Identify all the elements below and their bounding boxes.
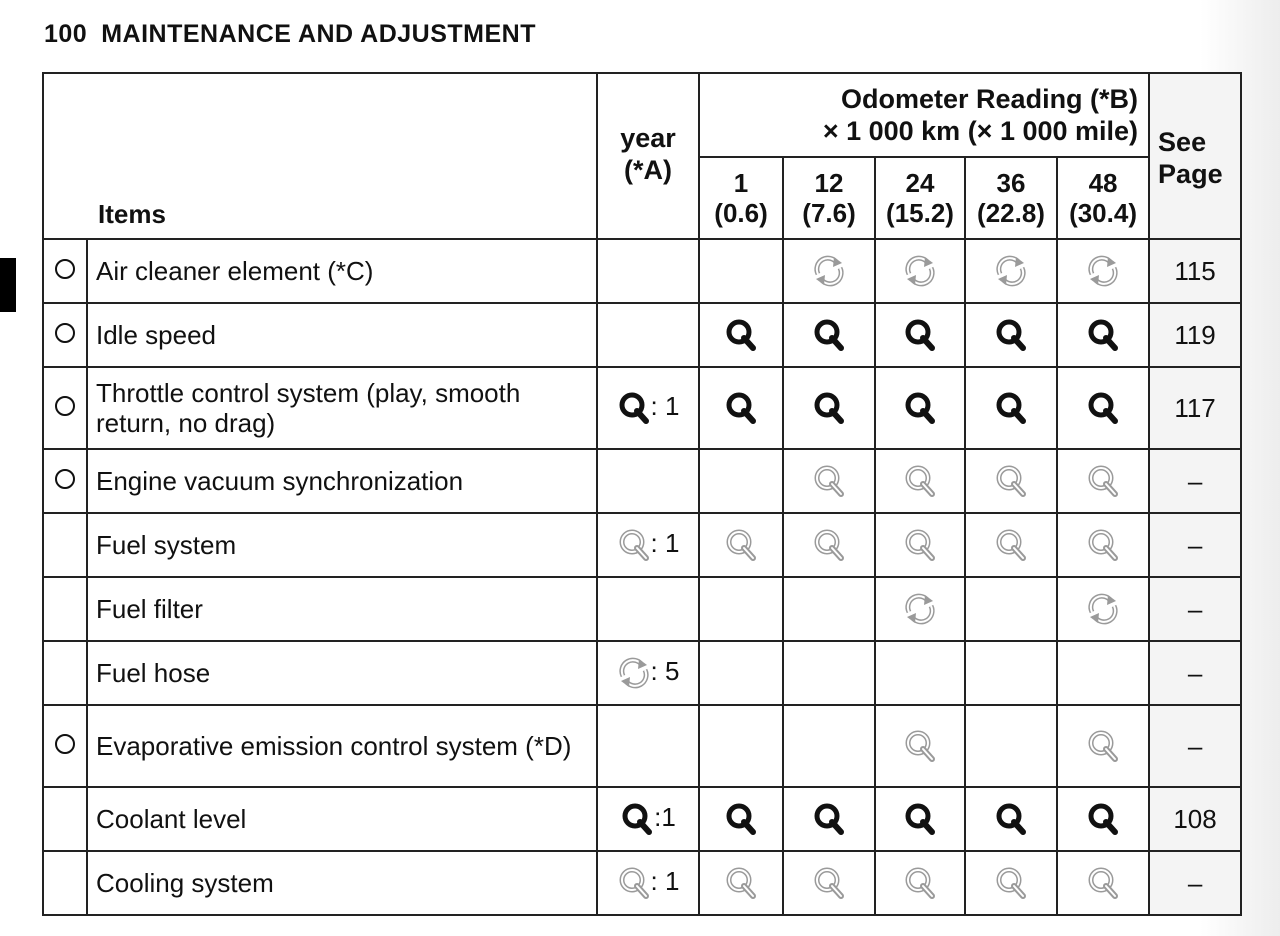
year-header-line1: year xyxy=(620,123,676,153)
interval-km: 24 xyxy=(905,168,935,198)
interval-mile: (22.8) xyxy=(977,198,1045,228)
interval-cell-3 xyxy=(965,449,1057,513)
year-cell xyxy=(597,851,699,915)
year-interval xyxy=(617,528,680,558)
inspect-icon-outline xyxy=(1086,729,1120,763)
interval-cell-4 xyxy=(1057,367,1149,449)
item-label: Fuel filter xyxy=(87,577,597,641)
circle-mark-icon xyxy=(55,734,75,754)
see-page-value: 115 xyxy=(1149,239,1241,303)
see-page-value: – xyxy=(1149,513,1241,577)
year-interval xyxy=(617,656,680,686)
interval-cell-0 xyxy=(699,705,783,787)
inspect-icon xyxy=(994,318,1028,352)
odometer-header-line2: × 1 000 km (× 1 000 mile) xyxy=(822,116,1139,146)
see-page-value: 108 xyxy=(1149,787,1241,851)
interval-cell-0 xyxy=(699,367,783,449)
interval-cell-4 xyxy=(1057,513,1149,577)
inspect-icon xyxy=(724,318,758,352)
interval-cell-4 xyxy=(1057,449,1149,513)
year-interval-value: : 1 xyxy=(650,527,680,558)
see-page-line1: See xyxy=(1158,127,1207,157)
interval-cell-3 xyxy=(965,367,1057,449)
replace-icon xyxy=(617,656,651,690)
see-page-header xyxy=(1149,73,1241,239)
emission-mark-cell xyxy=(43,641,87,705)
year-header-line2: (*A) xyxy=(624,155,673,185)
interval-cell-1 xyxy=(783,239,875,303)
interval-cell-2 xyxy=(875,449,965,513)
interval-cell-4 xyxy=(1057,787,1149,851)
interval-cell-1 xyxy=(783,577,875,641)
year-cell xyxy=(597,239,699,303)
inspect-icon xyxy=(812,391,846,425)
year-interval-value: :1 xyxy=(654,801,676,832)
interval-cell-2 xyxy=(875,367,965,449)
inspect-icon xyxy=(994,802,1028,836)
interval-cell-2 xyxy=(875,513,965,577)
inspect-icon xyxy=(1086,318,1120,352)
year-cell xyxy=(597,449,699,513)
item-label: Air cleaner element (*C) xyxy=(87,239,597,303)
emission-mark-cell xyxy=(43,851,87,915)
interval-cell-4 xyxy=(1057,577,1149,641)
interval-mile: (30.4) xyxy=(1069,198,1137,228)
emission-mark-cell xyxy=(43,577,87,641)
inspect-icon-outline xyxy=(903,866,937,900)
page-header xyxy=(44,20,536,49)
emission-mark-cell xyxy=(43,239,87,303)
table-row xyxy=(43,851,1241,915)
section-tab-marker xyxy=(0,258,16,312)
item-label: Fuel hose xyxy=(87,641,597,705)
year-interval-value: : 1 xyxy=(650,390,680,421)
inspect-icon-outline xyxy=(994,866,1028,900)
interval-header-0 xyxy=(699,157,783,239)
table-row xyxy=(43,367,1241,449)
interval-cell-4 xyxy=(1057,641,1149,705)
table-row xyxy=(43,449,1241,513)
replace-icon xyxy=(1086,592,1120,626)
see-page-line2: Page xyxy=(1158,159,1223,189)
interval-km: 36 xyxy=(996,168,1026,198)
inspect-icon-outline xyxy=(903,729,937,763)
interval-cell-2 xyxy=(875,577,965,641)
inspect-icon xyxy=(1086,391,1120,425)
interval-cell-1 xyxy=(783,851,875,915)
emission-mark-cell xyxy=(43,367,87,449)
interval-cell-3 xyxy=(965,851,1057,915)
interval-cell-3 xyxy=(965,705,1057,787)
interval-cell-3 xyxy=(965,787,1057,851)
emission-mark-cell xyxy=(43,449,87,513)
inspect-icon xyxy=(903,318,937,352)
item-label: Idle speed xyxy=(87,303,597,367)
inspect-icon-outline xyxy=(903,464,937,498)
item-label: Cooling system xyxy=(87,851,597,915)
inspect-icon-outline xyxy=(812,866,846,900)
interval-cell-3 xyxy=(965,513,1057,577)
inspect-icon-outline xyxy=(903,528,937,562)
maintenance-schedule-table xyxy=(42,72,1242,916)
year-interval xyxy=(617,866,680,896)
inspect-icon xyxy=(724,391,758,425)
interval-km: 12 xyxy=(814,168,844,198)
interval-cell-2 xyxy=(875,851,965,915)
inspect-icon-outline xyxy=(617,528,651,562)
interval-cell-1 xyxy=(783,705,875,787)
year-interval xyxy=(617,391,680,421)
interval-cell-3 xyxy=(965,303,1057,367)
interval-cell-2 xyxy=(875,787,965,851)
see-page-value: 119 xyxy=(1149,303,1241,367)
emission-mark-cell xyxy=(43,303,87,367)
interval-cell-0 xyxy=(699,303,783,367)
item-label: Throttle control system (play, smooth return, no drag) xyxy=(87,367,597,449)
inspect-icon-outline xyxy=(812,464,846,498)
circle-mark-icon xyxy=(55,259,75,279)
interval-cell-3 xyxy=(965,577,1057,641)
table-row xyxy=(43,303,1241,367)
interval-cell-2 xyxy=(875,641,965,705)
interval-mile: (15.2) xyxy=(886,198,954,228)
interval-header-2 xyxy=(875,157,965,239)
interval-cell-2 xyxy=(875,239,965,303)
interval-km: 1 xyxy=(733,168,749,198)
interval-cell-0 xyxy=(699,787,783,851)
inspect-icon xyxy=(617,391,651,425)
interval-cell-2 xyxy=(875,303,965,367)
interval-header-3 xyxy=(965,157,1057,239)
interval-cell-0 xyxy=(699,641,783,705)
interval-cell-0 xyxy=(699,851,783,915)
odometer-header xyxy=(699,73,1149,157)
replace-icon xyxy=(994,254,1028,288)
circle-mark-icon xyxy=(55,323,75,343)
year-cell xyxy=(597,513,699,577)
inspect-icon-outline xyxy=(1086,464,1120,498)
replace-icon xyxy=(1086,254,1120,288)
year-cell xyxy=(597,705,699,787)
table-row xyxy=(43,239,1241,303)
page-number: 100 xyxy=(44,20,88,48)
circle-mark-icon xyxy=(55,469,75,489)
see-page-value: – xyxy=(1149,641,1241,705)
interval-cell-2 xyxy=(875,705,965,787)
interval-cell-1 xyxy=(783,449,875,513)
inspect-icon xyxy=(1086,802,1120,836)
see-page-value: 117 xyxy=(1149,367,1241,449)
emission-mark-cell xyxy=(43,705,87,787)
interval-km: 48 xyxy=(1088,168,1118,198)
circle-mark-icon xyxy=(55,396,75,416)
interval-mile: (7.6) xyxy=(802,198,856,228)
inspect-icon-outline xyxy=(994,528,1028,562)
interval-cell-4 xyxy=(1057,705,1149,787)
year-interval-value: : 5 xyxy=(650,655,680,686)
inspect-icon xyxy=(812,318,846,352)
inspect-icon-outline xyxy=(994,464,1028,498)
item-label: Coolant level xyxy=(87,787,597,851)
item-label: Evaporative emission control system (*D) xyxy=(87,705,597,787)
table-row xyxy=(43,577,1241,641)
inspect-icon-outline xyxy=(812,528,846,562)
interval-cell-1 xyxy=(783,513,875,577)
interval-cell-0 xyxy=(699,239,783,303)
item-label: Engine vacuum synchronization xyxy=(87,449,597,513)
table-row xyxy=(43,705,1241,787)
inspect-icon-outline xyxy=(1086,866,1120,900)
inspect-icon xyxy=(994,391,1028,425)
year-cell xyxy=(597,303,699,367)
interval-cell-3 xyxy=(965,641,1057,705)
inspect-icon-outline xyxy=(617,866,651,900)
year-cell xyxy=(597,577,699,641)
interval-cell-1 xyxy=(783,641,875,705)
table-row xyxy=(43,787,1241,851)
interval-cell-0 xyxy=(699,513,783,577)
interval-cell-1 xyxy=(783,367,875,449)
table-row xyxy=(43,513,1241,577)
inspect-icon xyxy=(724,802,758,836)
year-interval xyxy=(620,802,676,832)
interval-mile: (0.6) xyxy=(714,198,768,228)
year-cell xyxy=(597,641,699,705)
interval-cell-0 xyxy=(699,577,783,641)
interval-header-1 xyxy=(783,157,875,239)
interval-cell-0 xyxy=(699,449,783,513)
interval-cell-3 xyxy=(965,239,1057,303)
inspect-icon xyxy=(903,391,937,425)
inspect-icon xyxy=(620,802,654,836)
year-header xyxy=(597,73,699,239)
replace-icon xyxy=(812,254,846,288)
see-page-value: – xyxy=(1149,577,1241,641)
interval-cell-4 xyxy=(1057,851,1149,915)
items-header: Items xyxy=(43,73,597,239)
inspect-icon xyxy=(903,802,937,836)
item-label: Fuel system xyxy=(87,513,597,577)
see-page-value: – xyxy=(1149,449,1241,513)
inspect-icon-outline xyxy=(724,528,758,562)
inspect-icon-outline xyxy=(724,866,758,900)
interval-cell-1 xyxy=(783,787,875,851)
section-title: MAINTENANCE AND ADJUSTMENT xyxy=(101,20,536,48)
year-cell xyxy=(597,367,699,449)
interval-cell-4 xyxy=(1057,239,1149,303)
see-page-value: – xyxy=(1149,851,1241,915)
replace-icon xyxy=(903,254,937,288)
emission-mark-cell xyxy=(43,787,87,851)
interval-cell-1 xyxy=(783,303,875,367)
interval-header-4 xyxy=(1057,157,1149,239)
odometer-header-line1: Odometer Reading (*B) xyxy=(841,84,1139,114)
year-cell xyxy=(597,787,699,851)
interval-cell-4 xyxy=(1057,303,1149,367)
inspect-icon-outline xyxy=(1086,528,1120,562)
emission-mark-cell xyxy=(43,513,87,577)
see-page-value: – xyxy=(1149,705,1241,787)
replace-icon xyxy=(903,592,937,626)
year-interval-value: : 1 xyxy=(650,865,680,896)
inspect-icon xyxy=(812,802,846,836)
table-row xyxy=(43,641,1241,705)
